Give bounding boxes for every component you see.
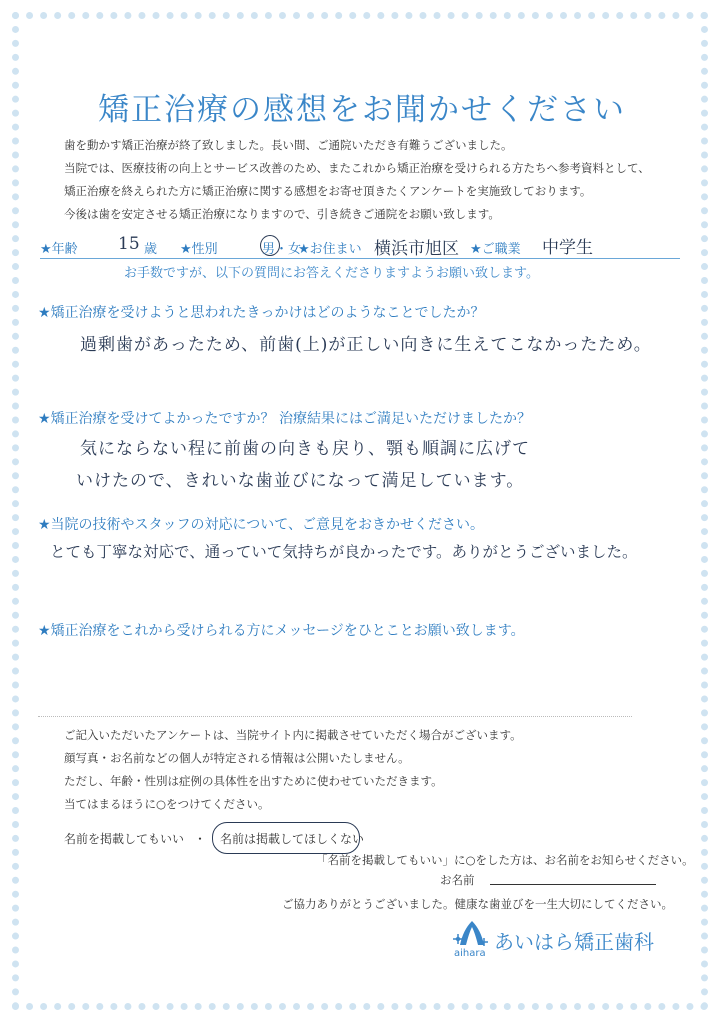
intro-line: 歯を動かす矯正治療が終了致しました。長い間、ご通院いただき有難うございました。 (64, 138, 513, 152)
section-divider (38, 716, 632, 717)
name-label: お名前 (440, 873, 475, 887)
note-line: ただし、年齢・性別は症例の具体性を出すために使わせていただきます。 (64, 774, 443, 788)
notes-text (64, 724, 522, 816)
note-line: 当てはまるほうに○をつけてください。 (64, 797, 270, 811)
occupation-label: ★ご職業 (470, 242, 521, 257)
name-note: 「名前を掲載してもいい」に○をした方は、お名前をお知らせください。 (316, 853, 694, 867)
question-3: ★当院の技術やスタッフの対応について、ご意見をおきかせください。 (38, 517, 484, 533)
age-unit: 歳 (144, 242, 158, 257)
option-separator: ・ (194, 832, 207, 846)
clinic-logo-icon (452, 917, 492, 951)
answer-2-line[interactable]: 気にならない程に前歯の向きも戻り、顎も順調に広げて (80, 439, 530, 459)
answer-2-line[interactable]: いけたので、きれいな歯並びになって満足しています。 (76, 471, 525, 491)
note-line: ご記入いただいたアンケートは、当院サイト内に掲載させていただく場合がございます。 (64, 728, 522, 742)
note-line: 顔写真・お名前などの個人が特定される情報は公開いたしません。 (64, 751, 410, 765)
question-2: ★矯正治療を受けてよかったですか？ 治療結果にはご満足いただけましたか？ (38, 411, 531, 427)
answer-1-line[interactable]: 過剰歯があったため、前歯(上)が正しい向きに生えてこなかったため。 (80, 335, 652, 355)
residence-value[interactable]: 横浜市旭区 (374, 239, 459, 259)
thanks-text: ご協力ありがとうございました。健康な歯並びを一生大切にしてください。 (282, 897, 673, 911)
page-title: 矯正治療の感想をお聞かせください (98, 92, 626, 128)
clinic-logo-sub: aihara (454, 948, 486, 959)
intro-line: 当院では、医療技術の向上とサービス改善のため、またこれから矯正治療を受けられる方たちへ参考資料として、 (64, 161, 650, 175)
intro-text (64, 134, 674, 226)
occupation-value[interactable]: 中学生 (542, 238, 593, 258)
gender-options[interactable]: 男・女 (262, 242, 302, 257)
intro-line: 今後は歯を安定させる矯正治療になりますので、引き続きご通院をお願い致します。 (64, 207, 500, 221)
question-1: ★矯正治療を受けようと思われたきっかけはどのようなことでしたか？ (38, 305, 485, 321)
age-value[interactable]: 15 (118, 234, 140, 254)
option-publish-name[interactable]: 名前を掲載してもいい (64, 832, 185, 846)
option-do-not-publish-name[interactable]: 名前は掲載してほしくない (220, 832, 365, 846)
answer-3-line[interactable]: とても丁寧な対応で、通っていて気持ちが良かったです。ありがとうございました。 (50, 543, 638, 561)
age-label: ★年齢 (40, 242, 78, 257)
gender-label: ★性別 (180, 242, 218, 257)
intro-line: 矯正治療を終えられた方に矯正治療に関する感想をお寄せ頂きたくアンケートを実施致しております。 (64, 184, 592, 198)
request-text: お手数ですが、以下の質問にお答えくださりますようお願い致します。 (124, 266, 539, 281)
question-4: ★矯正治療をこれから受けられる方にメッセージをひとことお願い致します。 (38, 623, 525, 639)
clinic-logo-name: あいはら矯正歯科 (494, 930, 654, 954)
residence-label: ★お住まい (298, 242, 362, 257)
profile-row (40, 232, 680, 259)
name-input-line[interactable] (490, 884, 656, 885)
